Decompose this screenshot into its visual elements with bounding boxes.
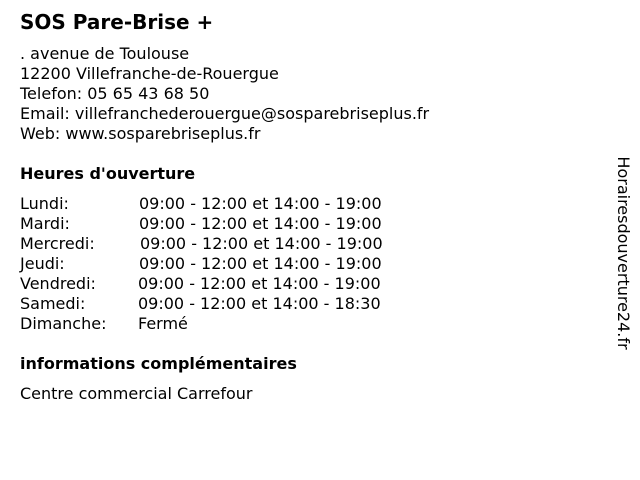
- website-line: Web: www.sosparebriseplus.fr: [20, 124, 261, 143]
- day-label: Mardi:: [20, 214, 70, 233]
- business-name: SOS Pare-Brise +: [20, 10, 214, 34]
- day-label: Dimanche:: [20, 314, 107, 333]
- city-postal: 12200 Villefranche-de-Rouergue: [20, 64, 279, 83]
- day-label: Vendredi:: [20, 274, 96, 293]
- day-label: Samedi:: [20, 294, 86, 313]
- day-label: Lundi:: [20, 194, 69, 213]
- contact-block: [20, 44, 429, 144]
- day-hours: 09:00 - 12:00 et 14:00 - 19:00: [139, 214, 382, 233]
- phone-line: Telefon: 05 65 43 68 50: [20, 84, 210, 103]
- site-watermark: Horairesdouverture24.fr: [614, 156, 633, 350]
- additional-info-heading: informations complémentaires: [20, 354, 297, 373]
- day-hours: Fermé: [138, 314, 188, 333]
- day-hours: 09:00 - 12:00 et 14:00 - 19:00: [139, 254, 382, 273]
- day-hours: 09:00 - 12:00 et 14:00 - 18:30: [138, 294, 381, 313]
- email-line: Email: villefranchederouergue@sosparebriseplus.fr: [20, 104, 430, 123]
- street-address: . avenue de Toulouse: [20, 44, 190, 63]
- additional-info-text: Centre commercial Carrefour: [20, 384, 253, 403]
- day-label: Mercredi:: [20, 234, 95, 253]
- day-hours: 09:00 - 12:00 et 14:00 - 19:00: [140, 234, 383, 253]
- day-label: Jeudi:: [20, 254, 65, 273]
- day-hours: 09:00 - 12:00 et 14:00 - 19:00: [139, 194, 382, 213]
- day-hours: 09:00 - 12:00 et 14:00 - 19:00: [138, 274, 381, 293]
- opening-hours-heading: Heures d'ouverture: [20, 164, 196, 183]
